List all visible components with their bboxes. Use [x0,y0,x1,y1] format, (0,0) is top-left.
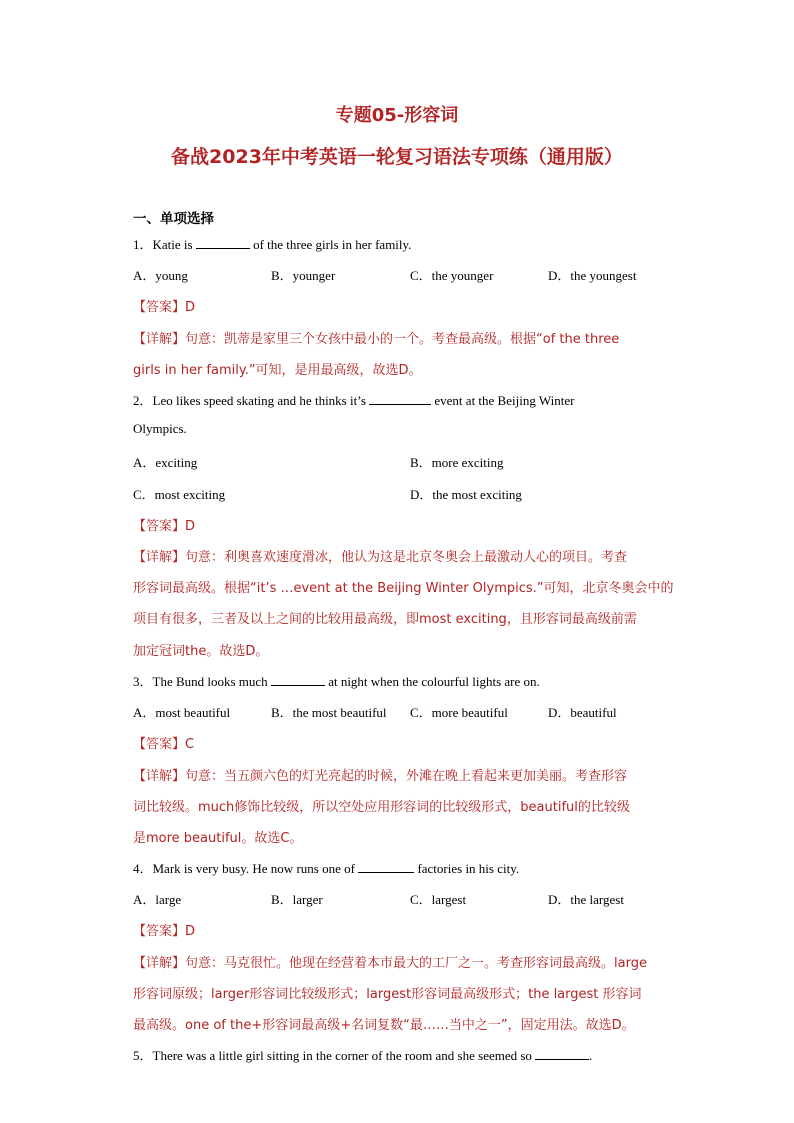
question-4-stem-a: 4．Mark is very busy. He now runs one of [133,861,355,876]
question-2-stem [133,390,574,409]
question-3-detail-line-3: 是more beautiful。故选C。 [133,831,303,846]
question-3-answer: 【答案】C [133,737,195,752]
question-4-stem-b: factories in his city. [417,861,520,876]
question-2-detail-line-2: 形容词最高级。根据“it’s …event at the Beijing Winter Olympics.”可知，北京冬奥会中的 [133,581,674,596]
question-1-detail-line-2: girls in her family.”可知，是用最高级，故选D。 [133,363,422,378]
question-2-detail-line-1: 【详解】句意：利奥喜欢速度滑冰，他认为这是北京冬奥会上最激动人心的项目。考查 [133,550,628,565]
question-4-detail-line-1: 【详解】句意：马克很忙。他现在经营着本市最大的工厂之一。考查形容词最高级。large [133,956,647,971]
answer-blank [535,1048,589,1060]
question-4-detail-line-2: 形容词原级；larger形容词比较级形式；largest形容词最高级形式；the largest 形容词 [133,987,642,1002]
question-3-option-b: B．the most beautiful [271,705,387,720]
question-4-option-a: A．large [133,892,182,907]
question-5-stem [133,1045,592,1064]
page-title: 专题05-形容词 [335,105,459,126]
question-5-stem-a: 5．There was a little girl sitting in the corner of the room and she seemed so [133,1048,532,1063]
question-2-stem-a: 2．Leo likes speed skating and he thinks it’s [133,393,366,408]
answer-blank [271,674,325,686]
question-4-option-d: D．the largest [548,892,624,907]
page-subtitle: 备战2023年中考英语一轮复习语法专项练（通用版） [171,146,623,168]
question-5-stem-b: . [589,1048,593,1063]
question-2-option-a: A．exciting [133,455,198,470]
question-3-detail-line-1: 【详解】句意：当五颜六色的灯光亮起的时候，外滩在晚上看起来更加美丽。考查形容 [133,769,628,784]
question-2-detail-line-3: 项目有很多，三者及以上之间的比较用最高级，即most exciting，且形容词最高级前需 [133,612,637,627]
answer-blank [369,393,431,405]
question-3-option-d: D．beautiful [548,705,617,720]
question-3-option-a: A．most beautiful [133,705,231,720]
question-1-option-c: C．the younger [410,268,494,283]
question-3-stem-a: 3．The Bund looks much [133,674,268,689]
question-3-detail-line-2: 词比较级。much修饰比较级，所以空处应用形容词的比较级形式，beautiful的比较级 [133,800,630,815]
question-4-option-b: B．larger [271,892,323,907]
question-2-option-b: B．more exciting [410,455,504,470]
question-2-answer: 【答案】D [133,519,196,534]
question-1-stem-a: 1．Katie is [133,237,193,252]
question-4-option-c: C．largest [410,892,467,907]
question-1-answer: 【答案】D [133,300,196,315]
answer-blank [358,861,414,873]
question-4-answer: 【答案】D [133,924,196,939]
question-3-option-c: C．more beautiful [410,705,508,720]
question-2-detail-line-4: 加定冠词the。故选D。 [133,644,269,659]
question-1-option-a: A．young [133,268,188,283]
question-4-stem [133,858,519,877]
question-3-stem [133,671,540,690]
section-heading: 一、单项选择 [133,211,214,227]
question-4-detail-line-3: 最高级。one of the+形容词最高级+名词复数“最……当中之一”，固定用法。故选D。 [133,1018,635,1033]
question-1-option-b: B．younger [271,268,336,283]
answer-blank [196,237,250,249]
question-2-option-d: D．the most exciting [410,487,522,502]
question-2-stem-continued: Olympics. [133,421,187,436]
question-1-detail-line-1: 【详解】句意：凯蒂是家里三个女孩中最小的一个。考查最高级。根据“of the three [133,332,620,347]
question-1-stem [133,234,411,253]
question-2-option-c: C．most exciting [133,487,226,502]
question-3-stem-b: at night when the colourful lights are on. [328,674,540,689]
question-2-stem-b: event at the Beijing Winter [434,393,575,408]
question-1-stem-b: of the three girls in her family. [253,237,412,252]
question-1-option-d: D．the youngest [548,268,637,283]
